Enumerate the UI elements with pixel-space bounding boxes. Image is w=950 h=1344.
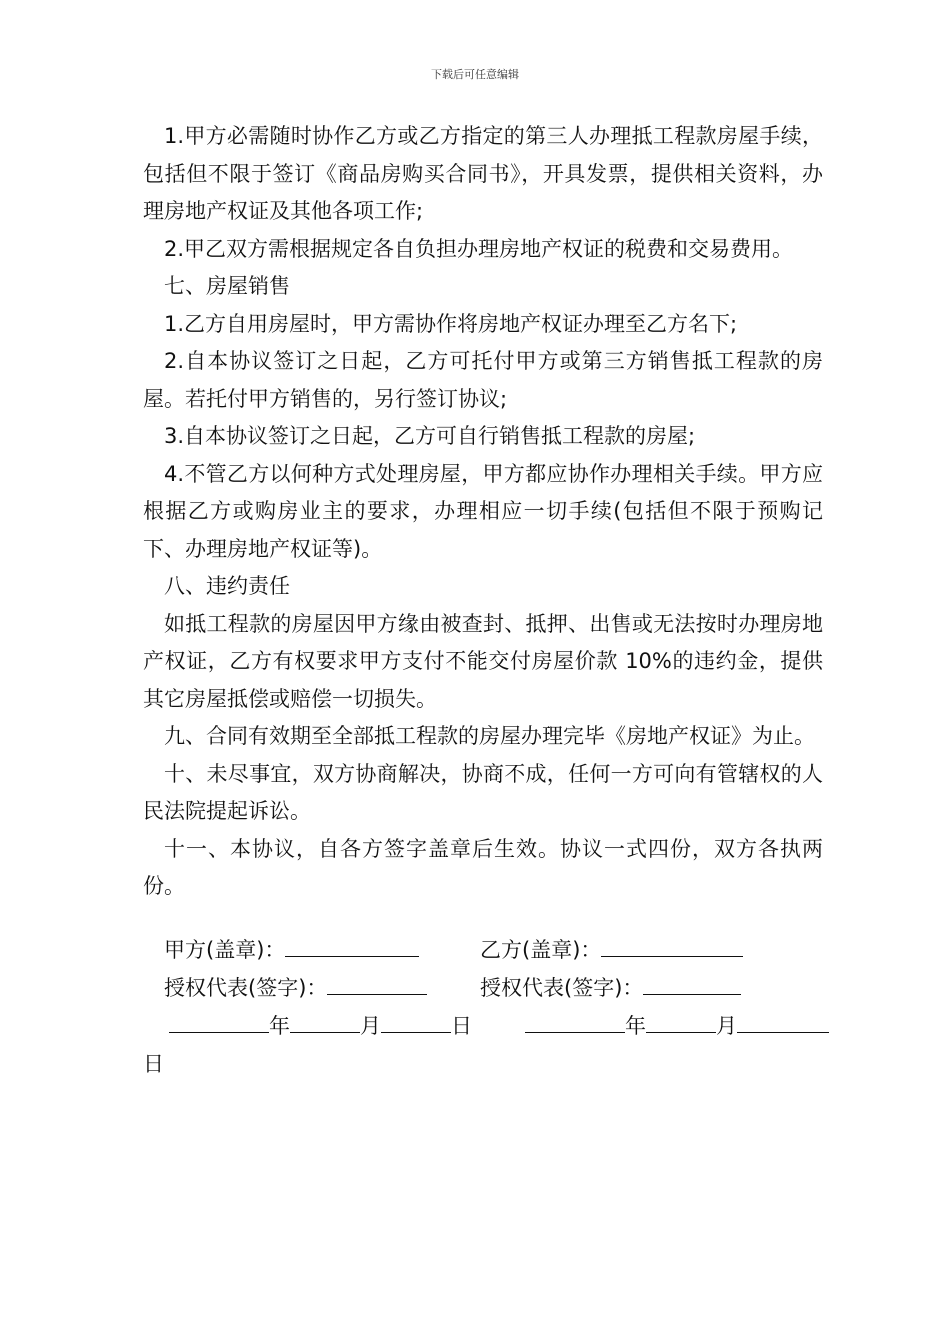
month-label: 月	[716, 1014, 737, 1038]
party-b-rep	[480, 970, 741, 1008]
clause-paragraph: 如抵工程款的房屋因甲方缘由被查封、抵押、出售或无法按时办理房地产权证，乙方有权要求甲方支付不能交付房屋价款 10%的违约金，提供其它房屋抵偿或赔偿一切损失。	[143, 611, 823, 711]
party-a-rep-label: 授权代表(签字)：	[164, 976, 328, 1000]
party-b-seal	[480, 932, 743, 970]
party-b-seal-label: 乙方(盖章)：	[480, 938, 602, 962]
year-blank	[525, 1010, 625, 1033]
clause-paragraph: 1.甲方必需随时协作乙方或乙方指定的第三人办理抵工程款房屋手续，包括但不限于签订《商品房购买合同书》，开具发票，提供相关资料，办理房地产权证及其他各项工作;	[143, 124, 823, 223]
month-blank	[646, 1010, 716, 1033]
party-a-seal-label: 甲方(盖章)：	[164, 938, 286, 962]
clause-paragraph: 2.甲乙双方需根据规定各自负担办理房地产权证的税费和交易费用。	[164, 236, 794, 261]
party-a-date	[169, 1008, 472, 1046]
section-heading: 七、房屋销售	[164, 274, 290, 298]
clause-paragraph: 十、未尽事宜，双方协商解决，协商不成，任何一方可向有管辖权的人民法院提起诉讼。	[143, 761, 823, 823]
month-blank	[290, 1010, 360, 1033]
document-body	[143, 118, 823, 906]
day-label: 日	[143, 1052, 164, 1076]
year-label: 年	[269, 1014, 290, 1038]
day-label: 日	[451, 1014, 472, 1038]
party-b-seal-blank	[601, 934, 743, 957]
clause-paragraph: 十一、本协议，自各方签字盖章后生效。协议一式四份，双方各执两份。	[143, 836, 823, 898]
page-header: 下载后可任意编辑	[431, 68, 519, 81]
day-blank	[737, 1010, 829, 1033]
section-heading: 八、违约责任	[164, 574, 290, 598]
party-b-rep-blank	[643, 972, 741, 995]
year-blank	[169, 1010, 269, 1033]
party-b-date	[525, 1008, 829, 1046]
clause-paragraph: 4.不管乙方以何种方式处理房屋，甲方都应协作办理相关手续。甲方应根据乙方或购房业主的要求，办理相应一切手续(包括但不限于预购记下、办理房地产权证等)。	[143, 461, 823, 561]
month-label: 月	[360, 1014, 381, 1038]
clause-paragraph: 3.自本协议签订之日起，乙方可自行销售抵工程款的房屋;	[164, 424, 696, 448]
clause-paragraph: 九、合同有效期至全部抵工程款的房屋办理完毕《房地产权证》为止。	[164, 724, 815, 748]
party-a-seal-blank	[285, 934, 419, 957]
year-label: 年	[625, 1014, 646, 1038]
day-blank	[381, 1010, 451, 1033]
party-a-rep	[164, 970, 427, 1008]
party-a-rep-blank	[327, 972, 427, 995]
party-a-seal	[164, 932, 419, 970]
clause-paragraph: 2.自本协议签订之日起，乙方可托付甲方或第三方销售抵工程款的房屋。若托付甲方销售的，另行签订协议;	[143, 349, 823, 411]
clause-paragraph: 1.乙方自用房屋时，甲方需协作将房地产权证办理至乙方名下;	[164, 311, 738, 336]
party-b-rep-label: 授权代表(签字)：	[480, 976, 644, 1000]
